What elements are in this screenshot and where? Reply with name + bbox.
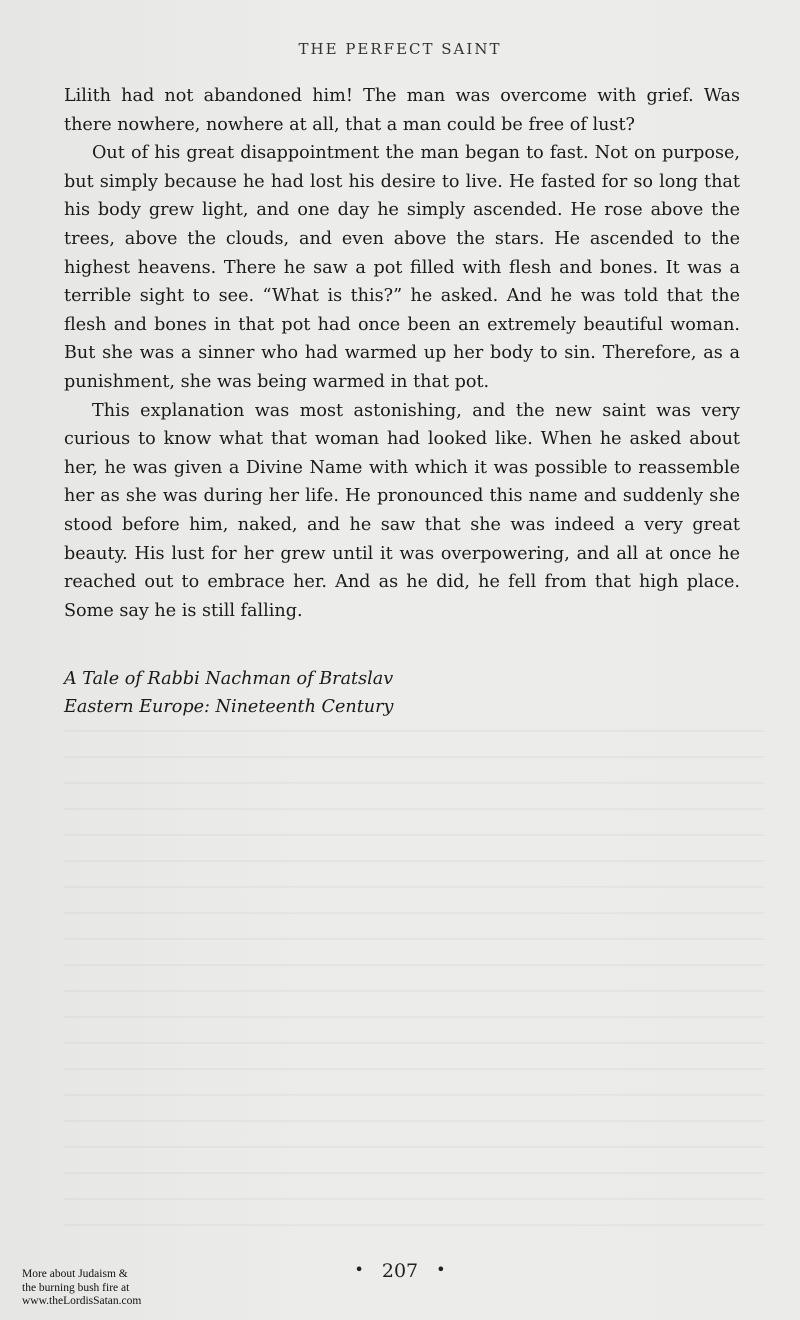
watermark-note [22,1268,192,1309]
source-tale: A Tale of Rabbi Nachman of Bratslav [64,669,394,689]
folio-dot-left: • [354,1260,364,1279]
source-region-era: Eastern Europe: Nineteenth Century [64,697,394,717]
paragraph-2: Out of his great disappointment the man began to fast. Not on purpose, but simply because he had lost his desire to live. He fasted for so long that his body grew light, and one day he simply ascended. He rose above the trees, above the clouds, and even above the stars. He ascended to the highest heavens. There he saw a pot filled with flesh and bones. It was a terrible sight to see. “What is this?” he asked. And he was told that the flesh and bones in that pot had once been an extremely beautiful woman. But she was a sinner who had warmed up her body to sin. Therefore, as a punishment, she was being warmed in that pot. [64,143,740,392]
story-text [64,82,740,625]
folio-dot-right: • [436,1260,446,1279]
source-attribution [64,665,740,721]
page-number: 207 [381,1260,419,1282]
watermark-line-1: More about Judaism & [22,1268,128,1280]
show-through-texture [64,730,764,1230]
watermark-url: www.theLordisSatan.com [22,1295,142,1307]
watermark-line-2: the burning bush fire at [22,1281,130,1294]
paragraph-1: Lilith had not abandoned him! The man was overcome with grief. Was there nowhere, nowhere at all, that a man could be free of lust? [64,86,740,135]
paragraph-3: This explanation was most astonishing, and the new saint was very curious to know what that woman had looked like. When he asked about her, he was given a Divine Name with which it was possible to reassemble her as she was during her life. He pronounced this name and suddenly she stood before him, naked, and he saw that she was indeed a very great beauty. His lust for her grew until it was overpowering, and all at once he reached out to embrace her. And as he did, he fell from that high place. Some say he is still falling. [64,400,740,621]
running-title: THE PERFECT SAINT [298,40,502,58]
